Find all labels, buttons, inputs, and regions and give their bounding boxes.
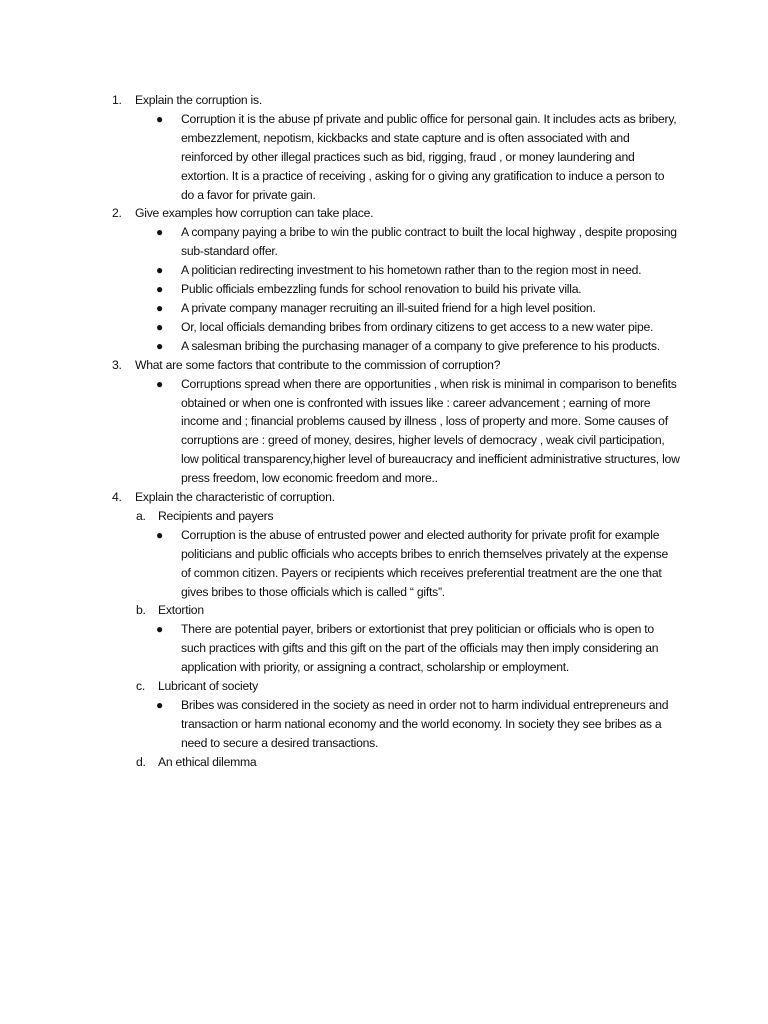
bullet-dot-icon: ● <box>156 263 163 278</box>
bullet-text: Corruption it is the abuse pf private and public office for personal gain. It includes acts as bribery, embezzlement, nepotism, kickbacks and state capture and is often associated with and reinforced by other illegal practices such as bid, rigging, fraud , or money laundering and extortion. It is a practice of receiving , asking for o giving any gratification to induce a person to do a favor for private gain. <box>181 111 677 202</box>
bullet-dot-icon: ● <box>156 319 163 334</box>
question-text: Give examples how corruption can take place. <box>135 206 374 221</box>
bullet-text: There are potential payer, bribers or extortionist that prey politician or officials who is open to such practices with gifts and this gift on the part of the officials may then imply considering an application with priority, or assigning a contract, scholarship or employment. <box>181 622 659 675</box>
answer-bullet <box>0 223 768 261</box>
question-number: 1. <box>112 93 122 107</box>
bullet-text: Bribes was considered in the society as need in order not to harm individual entrepreneurs and transaction or harm national economy and the world economy. In society they see bribes as a need to secure a desired transactions. <box>181 698 669 750</box>
subheading-letter: c. <box>136 679 145 694</box>
answer-bullet <box>0 318 768 337</box>
subheading-c <box>0 677 768 696</box>
bullet-text: A private company manager recruiting an ill-suited friend for a high level position. <box>181 300 596 315</box>
question-2 <box>0 204 768 223</box>
question-number: 2. <box>112 206 122 221</box>
bullet-text: Or, local officials demanding bribes from ordinary citizens to get access to a new water pipe. <box>181 319 654 334</box>
subheading-title: Extortion <box>158 603 204 618</box>
bullet-text: Public officials embezzling funds for school renovation to build his private villa. <box>181 282 582 297</box>
answer-bullet <box>0 299 768 318</box>
subheading-letter: d. <box>136 754 146 769</box>
bullet-text: A politician redirecting investment to his hometown rather than to the region most in need. <box>181 263 642 278</box>
subheading-title: Recipients and payers <box>158 508 274 523</box>
bullet-dot-icon: ● <box>156 225 163 240</box>
answer-bullet <box>0 696 768 753</box>
bullet-dot-icon: ● <box>156 698 163 712</box>
question-text: Explain the corruption is. <box>135 93 262 107</box>
question-3 <box>0 356 768 375</box>
question-number: 3. <box>112 357 122 372</box>
subheading-a <box>0 507 768 526</box>
subheading-letter: b. <box>136 603 146 618</box>
answer-bullet <box>0 526 768 602</box>
question-1 <box>0 91 768 110</box>
question-text: What are some factors that contribute to the commission of corruption? <box>135 357 501 372</box>
bullet-text: Corruptions spread when there are opportunities , when risk is minimal in comparison to benefits obtained or when one is confronted with issues like : career advancement ; earning of more income and ; financial problems caused by illness , loss of property and more. Some causes of corruptions are : greed of money, desires, higher levels of democracy , weak civil participation, low political transparency,higher level of bureaucracy and inefficient administrative structures, low press freedom, low economic freedom and more.. <box>181 376 680 486</box>
subheading-title: Lubricant of society <box>158 679 259 694</box>
subheading-b <box>0 601 768 620</box>
answer-bullet <box>0 337 768 356</box>
question-text: Explain the characteristic of corruption. <box>135 490 335 505</box>
bullet-dot-icon: ● <box>156 527 163 542</box>
subheading-letter: a. <box>136 508 146 523</box>
question-4 <box>0 488 768 507</box>
bullet-dot-icon: ● <box>156 376 163 391</box>
answer-bullet <box>0 110 768 205</box>
bullet-dot-icon: ● <box>156 338 163 353</box>
answer-bullet <box>0 261 768 280</box>
bullet-dot-icon: ● <box>156 282 163 297</box>
bullet-text: Corruption is the abuse of entrusted power and elected authority for private profit for example politicians and public officials who accepts bribes to enrich themselves privately at the expense of common citizen. Payers or recipients which receives preferential treatment are the one that gives bribes to those officials which is called “ gifts”. <box>181 527 668 599</box>
bullet-dot-icon: ● <box>156 111 163 126</box>
bullet-dot-icon: ● <box>156 622 163 637</box>
answer-bullet <box>0 280 768 299</box>
bullet-text: A company paying a bribe to win the public contract to built the local highway , despite proposing sub-standard offer. <box>181 225 677 259</box>
bullet-text: A salesman bribing the purchasing manager of a company to give preference to his products. <box>181 338 660 353</box>
answer-bullet <box>0 620 768 677</box>
subheading-d <box>0 753 768 772</box>
answer-bullet <box>0 375 768 488</box>
question-number: 4. <box>112 490 122 505</box>
bullet-dot-icon: ● <box>156 300 163 315</box>
subheading-title: An ethical dilemma <box>158 754 257 769</box>
